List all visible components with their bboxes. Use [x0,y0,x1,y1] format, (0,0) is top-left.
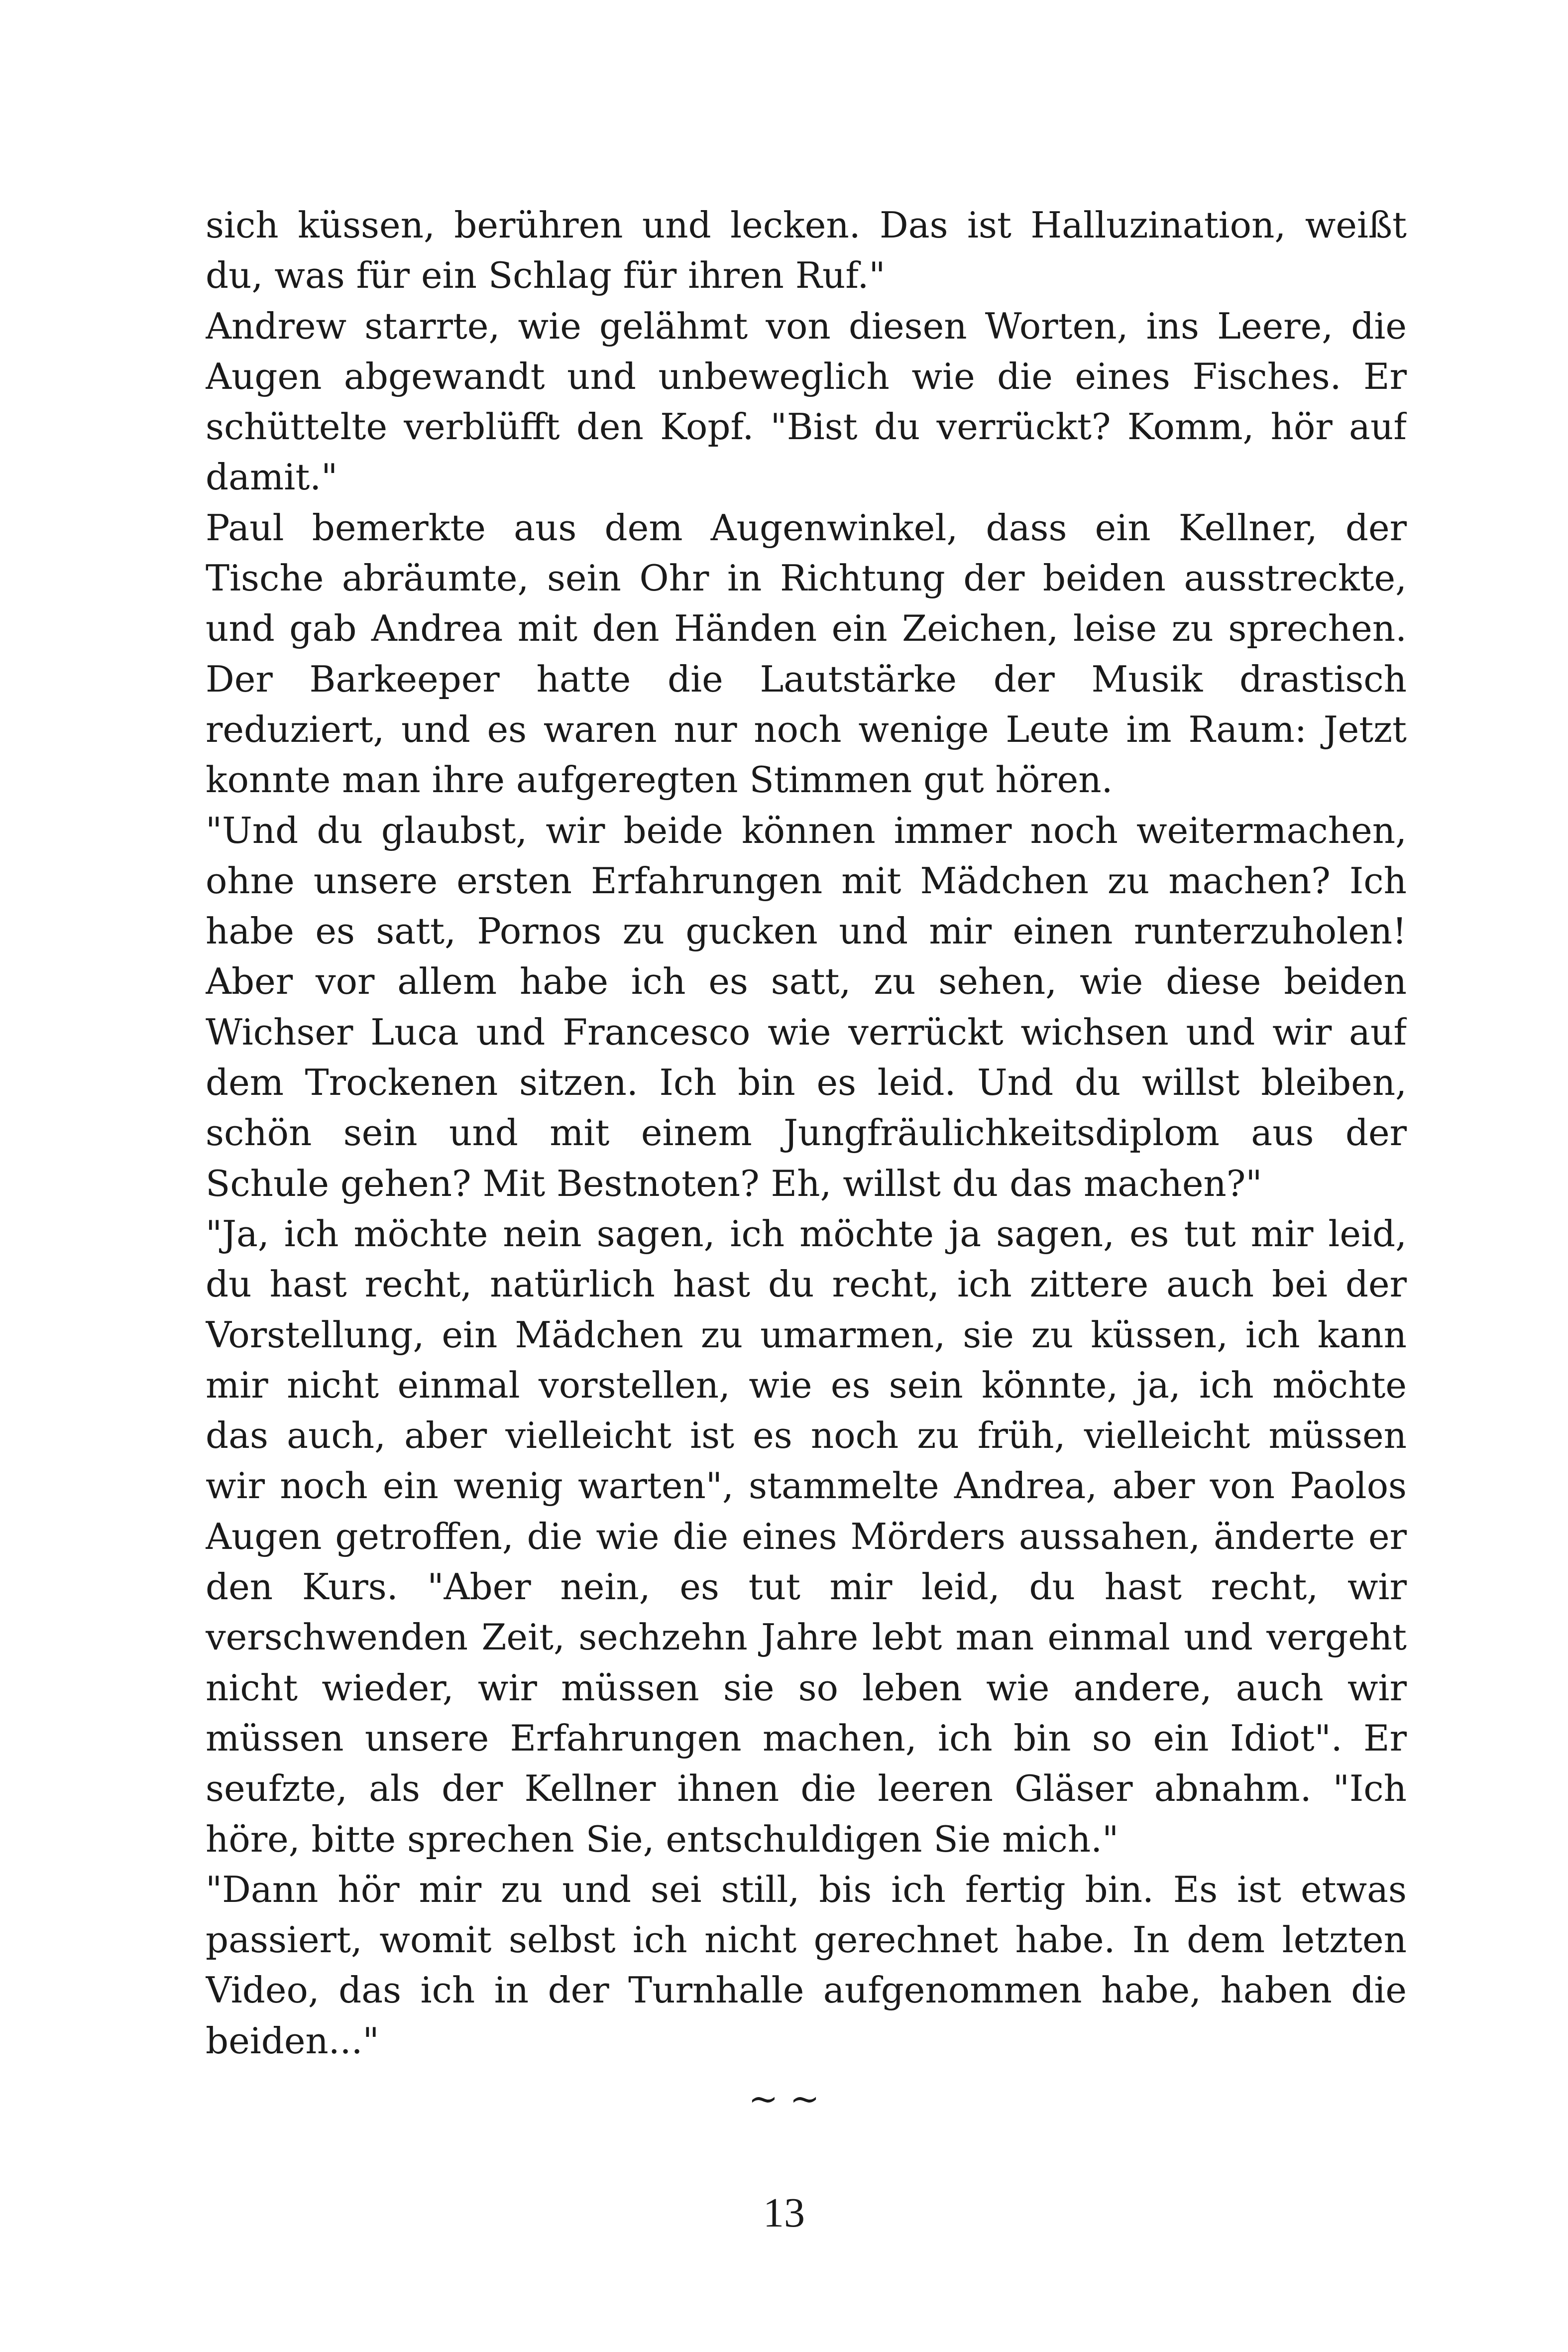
text-line: wir noch ein wenig warten", stammelte Andrea, aber von Paolos [206,1465,1407,1507]
text-line: Wichser Luca und Francesco wie verrückt wichsen und wir auf [206,1011,1407,1053]
text-line: Schule gehen? Mit Bestnoten? Eh, willst du das machen?" [206,1162,1262,1204]
text-line: dem Trockenen sitzen. Ich bin es leid. Und du willst bleiben, [206,1061,1407,1104]
text-line: sich küssen, berühren und lecken. Das ist Halluzination, weißt [206,204,1407,246]
text-line: damit." [206,456,338,498]
text-line: konnte man ihre aufgeregten Stimmen gut hören. [206,759,1113,801]
section-separator: ~ ~ [748,2078,820,2119]
text-line: Paul bemerkte aus dem Augenwinkel, dass ein Kellner, der [206,506,1407,549]
text-line: du hast recht, natürlich hast du recht, ich zittere auch bei der [206,1263,1407,1305]
text-line: Augen abgewandt und unbeweglich wie die eines Fisches. Er [206,355,1407,397]
text-line: Augen getroffen, die wie die eines Mörders aussahen, änderte er [206,1515,1407,1557]
text-line: "Dann hör mir zu und sei still, bis ich fertig bin. Es ist etwas [206,1868,1407,1910]
text-line: müssen unsere Erfahrungen machen, ich bin so ein Idiot". Er [206,1717,1407,1759]
text-line: nicht wieder, wir müssen sie so leben wie andere, auch wir [206,1666,1407,1709]
text-line: das auch, aber vielleicht ist es noch zu früh, vielleicht müssen [206,1414,1407,1457]
body-text [206,200,1407,2066]
text-line: mir nicht einmal vorstellen, wie es sein könnte, ja, ich möchte [206,1364,1407,1406]
text-line: Der Barkeeper hatte die Lautstärke der Musik drastisch [206,658,1407,700]
text-line: habe es satt, Pornos zu gucken und mir einen runterzuholen! [206,910,1407,952]
text-line: verschwenden Zeit, sechzehn Jahre lebt man einmal und vergeht [206,1616,1407,1658]
text-line: "Ja, ich möchte nein sagen, ich möchte ja sagen, es tut mir leid, [206,1212,1407,1255]
text-line: Vorstellung, ein Mädchen zu umarmen, sie zu küssen, ich kann [206,1313,1407,1356]
text-line: beiden..." [206,2019,379,2062]
text-line: und gab Andrea mit den Händen ein Zeichen, leise zu sprechen. [206,607,1407,650]
page-number: 13 [763,2190,805,2236]
text-line: Aber vor allem habe ich es satt, zu sehen, wie diese beiden [206,960,1407,1003]
text-line: höre, bitte sprechen Sie, entschuldigen Sie mich." [206,1818,1119,1860]
text-line: reduziert, und es waren nur noch wenige Leute im Raum: Jetzt [206,708,1407,750]
text-line: seufzte, als der Kellner ihnen die leeren Gläser abnahm. "Ich [206,1767,1407,1810]
text-line: schüttelte verblüfft den Kopf. "Bist du verrückt? Komm, hör auf [206,406,1407,448]
text-line: Andrew starrte, wie gelähmt von diesen Worten, ins Leere, die [206,305,1407,347]
text-line: ohne unsere ersten Erfahrungen mit Mädchen zu machen? Ich [206,859,1407,902]
text-line: schön sein und mit einem Jungfräulichkeitsdiplom aus der [206,1112,1407,1154]
text-line: den Kurs. "Aber nein, es tut mir leid, du hast recht, wir [206,1566,1407,1608]
text-line: Tische abräumte, sein Ohr in Richtung der beiden ausstreckte, [206,557,1407,599]
text-line: Video, das ich in der Turnhalle aufgenommen habe, haben die [206,1969,1407,2011]
text-line: "Und du glaubst, wir beide können immer noch weitermachen, [206,809,1407,851]
text-line: du, was für ein Schlag für ihren Ruf." [206,254,886,297]
text-line: passiert, womit selbst ich nicht gerechnet habe. In dem letzten [206,1919,1407,1961]
